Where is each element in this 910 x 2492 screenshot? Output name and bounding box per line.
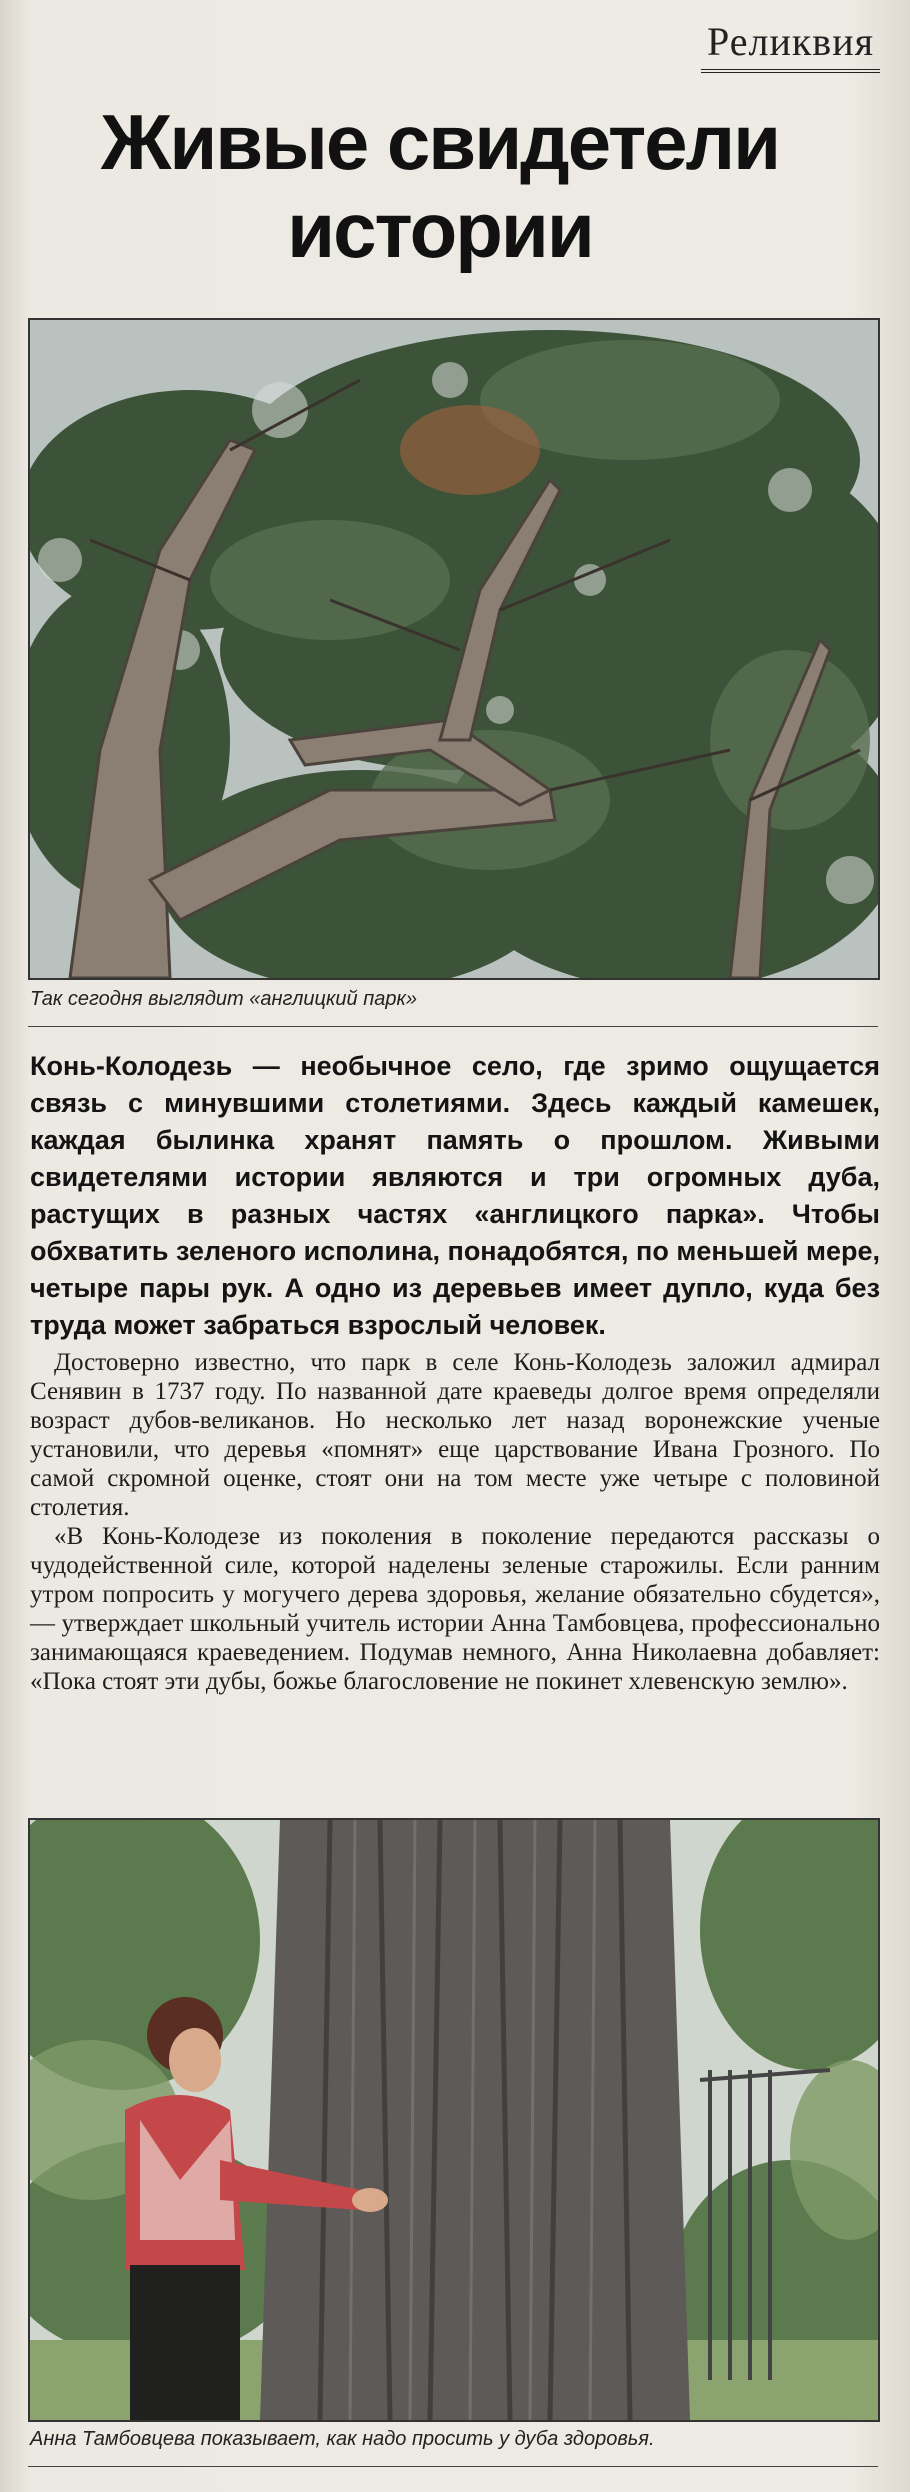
article-body	[30, 1348, 880, 1696]
pine-tree-photo	[28, 318, 880, 980]
caption-divider	[28, 2466, 878, 2467]
photo-caption: Так сегодня выглядит «англицкий парк»	[30, 988, 418, 1010]
body-paragraph: Достоверно известно, что парк в селе Конь-Колодезь заложил адмирал Сенявин в 1737 году. По названной дате краеведы долгое время определяли возраст дубов-великанов. Но несколько лет назад воронежские ученые установили, что деревья «помнят» еще царствование Ивана Грозного. По самой скромной оценке, стоят они на том месте уже четыре с половиной столетия.	[30, 1349, 880, 1521]
headline: Живые свидетели истории	[100, 98, 780, 274]
oak-tree-illustration	[30, 1820, 878, 2420]
rubric-label: Реликвия	[701, 18, 880, 73]
body-paragraph: «В Конь-Колодезе из поколения в поколение передаются рассказы о чудодейственной силе, которой наделены зеленые старожилы. Если ранним утром попросить у могучего дерева здоровья, желание обязательно сбудется», — утверждает школьный учитель истории Анна Тамбовцева, профессионально занимающаяся краеведением. Подумав немного, Анна Николаевна добавляет: «Пока стоят эти дубы, божье благословение не покинет хлевенскую землю».	[30, 1523, 880, 1695]
oak-tree-photo	[28, 1818, 880, 2422]
lead-paragraph: Конь-Колодезь — необычное село, где зримо ощущается связь с минувшими столетиями. Здесь каждый камешек, каждая былинка хранят память о прошлом. Живыми свидетелями истории являются и три огромных дуба, растущих в разных частях «англицкого парка». Чтобы обхватить зеленого исполина, понадобятся, по меньшей мере, четыре пары рук. А одно из деревьев имеет дупло, куда без труда может забраться взрослый человек.	[30, 1051, 880, 1340]
photo-caption: Анна Тамбовцева показывает, как надо просить у дуба здоровья.	[30, 2428, 655, 2450]
pine-tree-illustration	[30, 320, 878, 978]
caption-divider	[28, 1026, 878, 1027]
